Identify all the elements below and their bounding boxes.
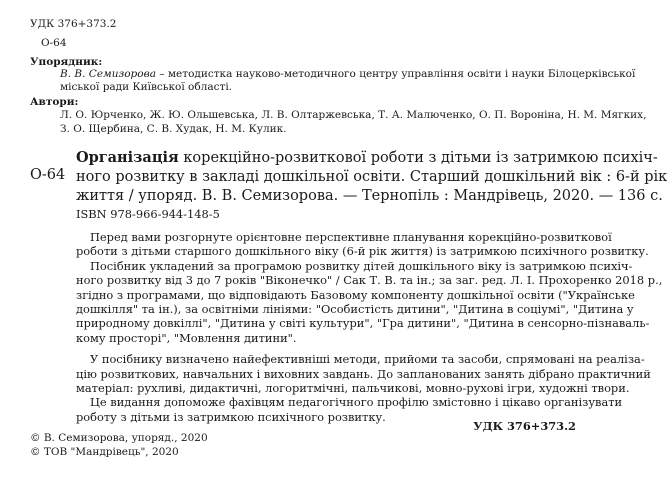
abstract-p2-line: кому просторі", "Мовлення дитини". [76,330,297,345]
abstract [76,230,662,424]
copyright-publisher: © ТОВ "Мандрівець", 2020 [30,446,179,458]
abstract-p4-line: Це видання допоможе фахівцям педагогічного профілю змістовно і цікаво організувати [90,395,623,410]
compiler-line-2: міської ради Київської області. [60,81,233,93]
abstract-p2-line: згідно з програмами, що відповідають Базовому компоненту дошкільної освіти ("Українське [76,287,635,302]
authors-heading: Автори: [30,96,79,108]
abstract-p3-line: цію розвиткових, навчальних і виховних завдань. До запланованих занять дібрано практичний [76,366,651,381]
compiler-description: – методистка науково-методичного центру управління освіти і науки Білоцерківської [155,68,636,80]
bibliographic-title [76,148,667,206]
udk-code-top: УДК 376+373.2 [30,18,117,30]
title-line-3: життя / упоряд. В. В. Семизорова. — Тернопіль : Мандрівець, 2020. — 136 с. [76,188,663,204]
title-line-1 [76,148,667,168]
abstract-p2-line: природному довкіллі", "Дитина у світі культури", "Гра дитини", "Дитина в сенсорно-пізнаваль- [76,316,650,331]
paragraph-gap [76,345,662,352]
compiler-line-1 [60,68,635,81]
compiler-name: В. В. Семизорова [60,68,156,80]
title-line-1-rest: корекційно-розвиткової роботи з дітьми із затримкою психіч- [178,150,658,166]
abstract-p2-line: Посібник укладений за програмою розвитку дітей дошкільного віку із затримкою психіч- [90,258,633,273]
abstract-p1-line: Перед вами розгорнуте орієнтовне перспективне планування корекційно-розвиткової [90,230,612,244]
authors-line-2: З. О. Щербина, С. В. Худак, Н. М. Кулик. [60,123,287,135]
udk-code-bottom: УДК 376+373.2 [473,419,576,433]
copyright-compiler: © В. Семизорова, упоряд., 2020 [30,432,208,444]
author-mark: О-64 [41,37,67,49]
title-lead-word: Організація [76,149,179,166]
abstract-p2-line: ного розвитку від 3 до 7 років "Віконечко" / Сак Т. В. та ін.; за заг. ред. Л. І. Прохоренко 2018 р., [76,273,663,288]
compiler-heading: Упорядник: [30,56,103,68]
isbn: ISBN 978-966-944-148-5 [76,207,220,221]
title-side-mark: О-64 [30,167,66,183]
abstract-p2-line: дошкілля" та ін.), за освітніми лініями: "Особистість дитини", "Дитина в соціумі", "Дитина у [76,302,634,317]
authors-line-1: Л. О. Юрченко, Ж. Ю. Ольшевська, Л. В. Олтаржевська, Т. А. Малюченко, О. П. Вороніна, Н. М. Мягких, [60,109,647,121]
abstract-p1-line: роботи з дітьми старшого дошкільного віку (6-й рік життя) із затримкою психічного розвитку. [76,244,649,259]
title-line-2: ного розвитку в закладі дошкільної освіти. Старший дошкільний вік : 6-й рік [76,169,667,185]
abstract-p3-line: матеріал: рухливі, дидактичні, логоритмічні, пальчикові, мовно-рухові ігри, художні твори. [76,381,630,396]
abstract-p4-line: роботу з дітьми із затримкою психічного розвитку. [76,409,386,424]
abstract-p3-line: У посібнику визначено найефективніші методи, прийоми та засоби, спрямовані на реаліза- [90,352,645,367]
